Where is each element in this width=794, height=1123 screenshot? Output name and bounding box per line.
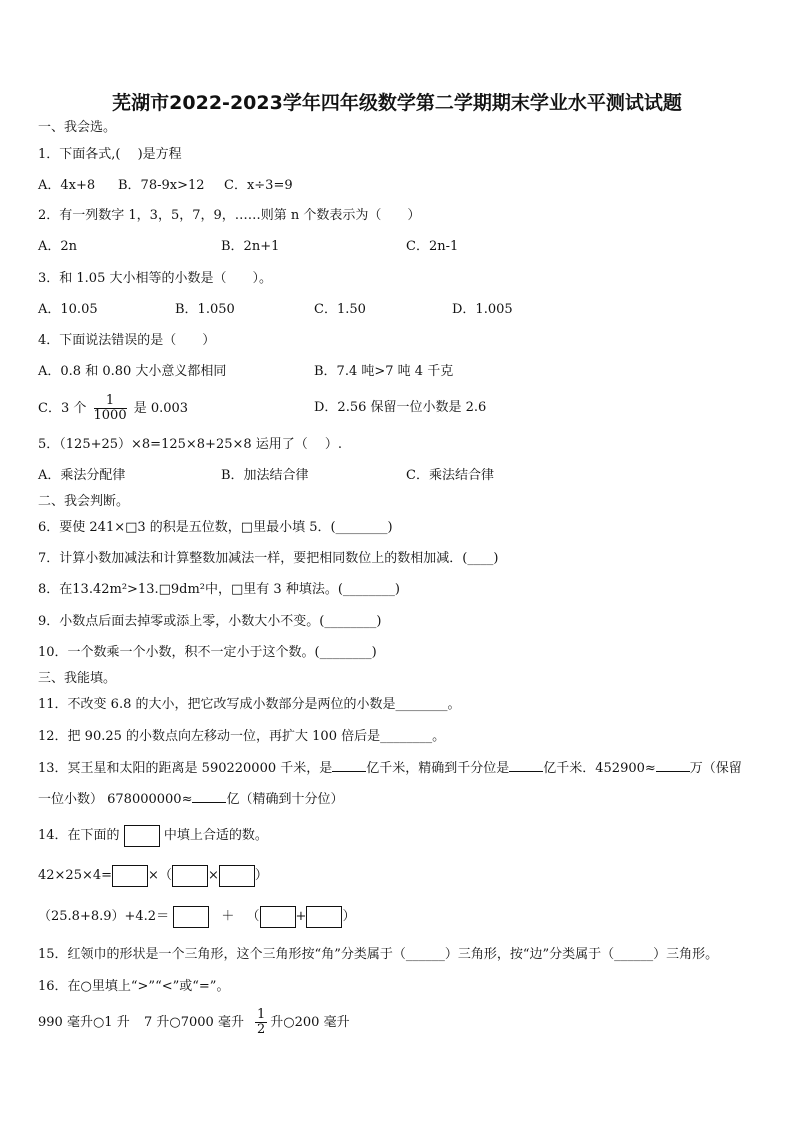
fraction-denominator: 1000 — [93, 408, 127, 423]
section-1-heading: 一、我会选。 — [38, 120, 117, 135]
q13-text-b: 亿千米，精确到千分位是 — [366, 761, 510, 776]
q16-item-b: 7 升○7000 毫升 — [144, 1015, 244, 1030]
answer-box[interactable] — [124, 825, 160, 847]
section-3-heading: 三、我能填。 — [38, 671, 117, 686]
q5-option-a: A．乘法分配律 — [38, 468, 126, 483]
q14-text-b: 中填上合适的数。 — [163, 828, 268, 843]
q3-option-a: A．10.05 — [38, 302, 98, 317]
q9: 9．小数点后面去掉零或添上零，小数大小不变。(________) — [38, 614, 382, 629]
q13-text-c: 亿千米．452900≈ — [543, 761, 656, 776]
answer-box[interactable] — [260, 906, 296, 928]
q13-text-a: 13．冥王星和太阳的距离是 590220000 千米，是 — [38, 761, 333, 776]
q1-option-c: C．x÷3=9 — [224, 178, 293, 193]
fraction — [94, 394, 127, 423]
answer-box[interactable] — [219, 865, 255, 887]
q16-item-c — [252, 1003, 350, 1043]
expr-text: ×（ — [148, 868, 172, 883]
q15: 15．红领巾的形状是一个三角形，这个三角形按“角”分类属于（______）三角形，按“边”分类属于（______）三角形。 — [38, 947, 719, 962]
expr-text: （25.8+8.9）+4.2＝ — [38, 909, 170, 924]
q1-option-a: A．4x+8 — [38, 178, 96, 193]
answer-blank[interactable] — [192, 789, 226, 803]
q4-option-c-suffix: 是 0.003 — [133, 401, 189, 416]
q2-option-b: B．2n+1 — [221, 239, 280, 254]
q2-stem: 2．有一列数字 1，3，5，7，9，……则第 n 个数表示为（ ） — [38, 208, 421, 223]
answer-box[interactable] — [172, 865, 208, 887]
q1-stem: 1．下面各式,( )是方程 — [38, 147, 182, 162]
q3-stem: 3．和 1.05 大小相等的小数是（ ）。 — [38, 271, 272, 286]
expr-text: ） — [342, 909, 356, 924]
q1-option-b: B．78-9x>12 — [118, 178, 205, 193]
expr-text: 42×25×4= — [38, 868, 113, 883]
q14-stem — [38, 824, 268, 848]
page-title: 芜湖市2022-2023学年四年级数学第二学期期末学业水平测试试题 — [112, 92, 682, 114]
q2-option-c: C．2n-1 — [406, 239, 459, 254]
expr-text: （ — [246, 909, 260, 924]
expr-text: + — [295, 909, 307, 924]
q8: 8．在13.42m²>13.□9dm²中，□里有 3 种填法。(________) — [38, 582, 400, 597]
q11: 11．不改变 6.8 的大小，把它改写成小数部分是两位的小数是________。 — [38, 697, 461, 712]
q5-option-c: C．乘法结合律 — [406, 468, 494, 483]
q14-expression-1 — [38, 864, 268, 888]
expr-text: × — [207, 868, 219, 883]
q7: 7．计算小数加减法和计算整数加减法一样，要把相同数位上的数相加减．(____) — [38, 551, 499, 566]
answer-box[interactable] — [306, 906, 342, 928]
q10: 10．一个数乘一个小数，积不一定小于这个数。(________) — [38, 645, 377, 660]
answer-box[interactable] — [112, 865, 148, 887]
q13-text-f: 亿（精确到十分位） — [226, 792, 344, 807]
q13-line-2 — [38, 789, 343, 810]
answer-blank[interactable] — [332, 758, 366, 772]
fraction-numerator: 1 — [94, 394, 127, 409]
q3-option-d: D．1.005 — [452, 302, 513, 317]
q5-option-b: B．加法结合律 — [221, 468, 309, 483]
expr-text: ） — [254, 868, 268, 883]
q3-option-b: B．1.050 — [175, 302, 235, 317]
answer-blank[interactable] — [509, 758, 543, 772]
q14-expression-2 — [38, 905, 355, 929]
fraction — [255, 1008, 267, 1037]
q5-stem: 5．（125+25）×8=125×8+25×8 运用了（ ）. — [38, 437, 343, 452]
fraction-numerator: 1 — [257, 1007, 266, 1022]
q4-option-b: B．7.4 吨>7 吨 4 千克 — [314, 364, 454, 379]
q4-option-a: A．0.8 和 0.80 大小意义都相同 — [38, 364, 227, 379]
q4-option-c — [38, 394, 188, 423]
q13-text-e: 一位小数） 678000000≈ — [38, 792, 193, 807]
q16-item-a: 990 毫升○1 升 — [38, 1015, 130, 1030]
q16-stem: 16．在○里填上“>”“<”或“=”。 — [38, 979, 230, 994]
section-2-heading: 二、我会判断。 — [38, 494, 130, 509]
fraction-denominator: 2 — [257, 1022, 266, 1037]
q2-option-a: A．2n — [38, 239, 78, 254]
q4-option-c-prefix: C．3 个 — [38, 401, 87, 416]
q3-option-c: C．1.50 — [314, 302, 366, 317]
q6: 6．要使 241×□3 的积是五位数，□里最小填 5．(________) — [38, 520, 393, 535]
q4-stem: 4．下面说法错误的是（ ） — [38, 333, 216, 348]
answer-blank[interactable] — [656, 758, 690, 772]
q16-item-c-suffix: 升○200 毫升 — [270, 1015, 350, 1030]
answer-box[interactable] — [173, 906, 209, 928]
q13-text-d: 万（保留 — [689, 761, 742, 776]
q12: 12．把 90.25 的小数点向左移动一位，再扩大 100 倍后是________。 — [38, 729, 446, 744]
q13-line-1 — [38, 758, 742, 779]
q14-text-a: 14．在下面的 — [38, 828, 120, 843]
q4-option-d: D．2.56 保留一位小数是 2.6 — [314, 400, 487, 415]
expr-text: ＋ — [221, 909, 235, 924]
